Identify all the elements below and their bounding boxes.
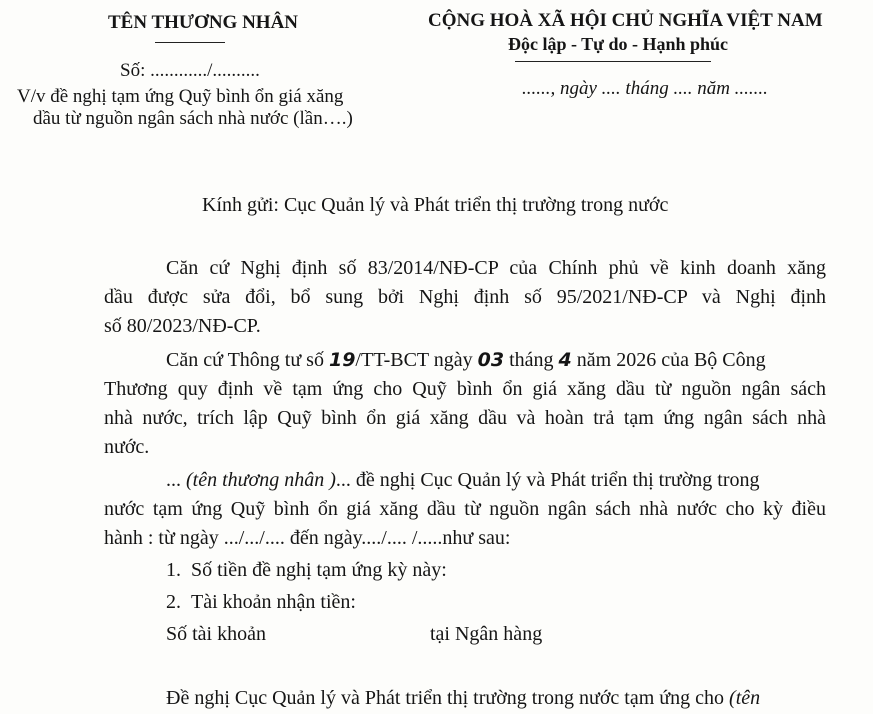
- para3-line1: [166, 466, 759, 495]
- item-1: [166, 556, 447, 585]
- para3-lead-dots: ...: [166, 469, 181, 491]
- merchant-name-heading: TÊN THƯƠNG NHÂN: [108, 12, 299, 33]
- para2-line1: [166, 346, 766, 375]
- national-motto: Độc lập - Tự do - Hạnh phúc: [508, 34, 729, 54]
- national-title: CỘNG HOÀ XÃ HỘI CHỦ NGHĨA VIỆT NAM: [428, 10, 823, 31]
- subject-line-1: V/v đề nghị tạm ứng Quỹ bình ổn giá xăng: [17, 86, 344, 107]
- header-left-underline: [155, 42, 225, 43]
- merchant-placeholder: (tên thương nhân ): [186, 469, 336, 491]
- date-line: ......, ngày .... tháng .... năm .......: [522, 78, 768, 99]
- handwritten-circular-number: 19: [328, 349, 356, 371]
- para1-line2: dầu được sửa đổi, bổ sung bởi Nghị định số 95/2021/NĐ-CP và Nghị định: [104, 286, 826, 308]
- item-1-text: Số tiền đề nghị tạm ứng kỳ này:: [191, 559, 447, 581]
- para2-line4: nước.: [104, 436, 150, 458]
- para2-line2: Thương quy định về tạm ứng cho Quỹ bình ổn giá xăng dầu từ nguồn ngân sách: [104, 378, 826, 400]
- document-number: Số: ............/..........: [120, 60, 260, 81]
- para2-mid2: tháng: [509, 349, 554, 371]
- item-2: [166, 588, 356, 617]
- para1-line1: Căn cứ Nghị định số 83/2014/NĐ-CP của Chính phủ về kinh doanh xăng: [166, 257, 826, 279]
- motto-underline: [515, 61, 711, 62]
- item-1-number: 1.: [166, 559, 181, 581]
- final-line: [166, 684, 760, 713]
- item-2-number: 2.: [166, 591, 181, 613]
- recipient-line: Kính gửi: Cục Quản lý và Phát triển thị trường trong nước: [202, 194, 669, 216]
- bank-label: tại Ngân hàng: [430, 623, 543, 645]
- para2-mid1: /TT-BCT ngày: [355, 349, 473, 371]
- handwritten-day: 03: [477, 349, 505, 371]
- item-2-text: Tài khoản nhận tiền:: [191, 591, 356, 613]
- para2-suffix: năm 2026 của Bộ Công: [576, 349, 766, 371]
- para3-line2: nước tạm ứng Quỹ bình ổn giá xăng dầu từ nguồn ngân sách nhà nước cho kỳ điều: [104, 498, 826, 520]
- final-italic: (tên: [729, 687, 761, 709]
- para2-prefix: Căn cứ Thông tư số: [166, 349, 324, 371]
- para2-line3: nhà nước, trích lập Quỹ bình ổn giá xăng dầu và hoàn trả tạm ứng ngân sách nhà: [104, 407, 826, 429]
- para3-line1-rest: ... đề nghị Cục Quản lý và Phát triển thị trường trong: [335, 469, 760, 491]
- handwritten-month: 4: [558, 349, 572, 371]
- final-text: Đề nghị Cục Quản lý và Phát triển thị trường trong nước tạm ứng cho: [166, 687, 725, 709]
- account-number-label: Số tài khoản: [166, 623, 266, 645]
- subject-line-2: dầu từ nguồn ngân sách nhà nước (lần….): [33, 108, 353, 129]
- para1-line3: số 80/2023/NĐ-CP.: [104, 315, 261, 337]
- para3-line3: hành : từ ngày .../.../.... đến ngày..../.... /.....như sau:: [104, 527, 511, 549]
